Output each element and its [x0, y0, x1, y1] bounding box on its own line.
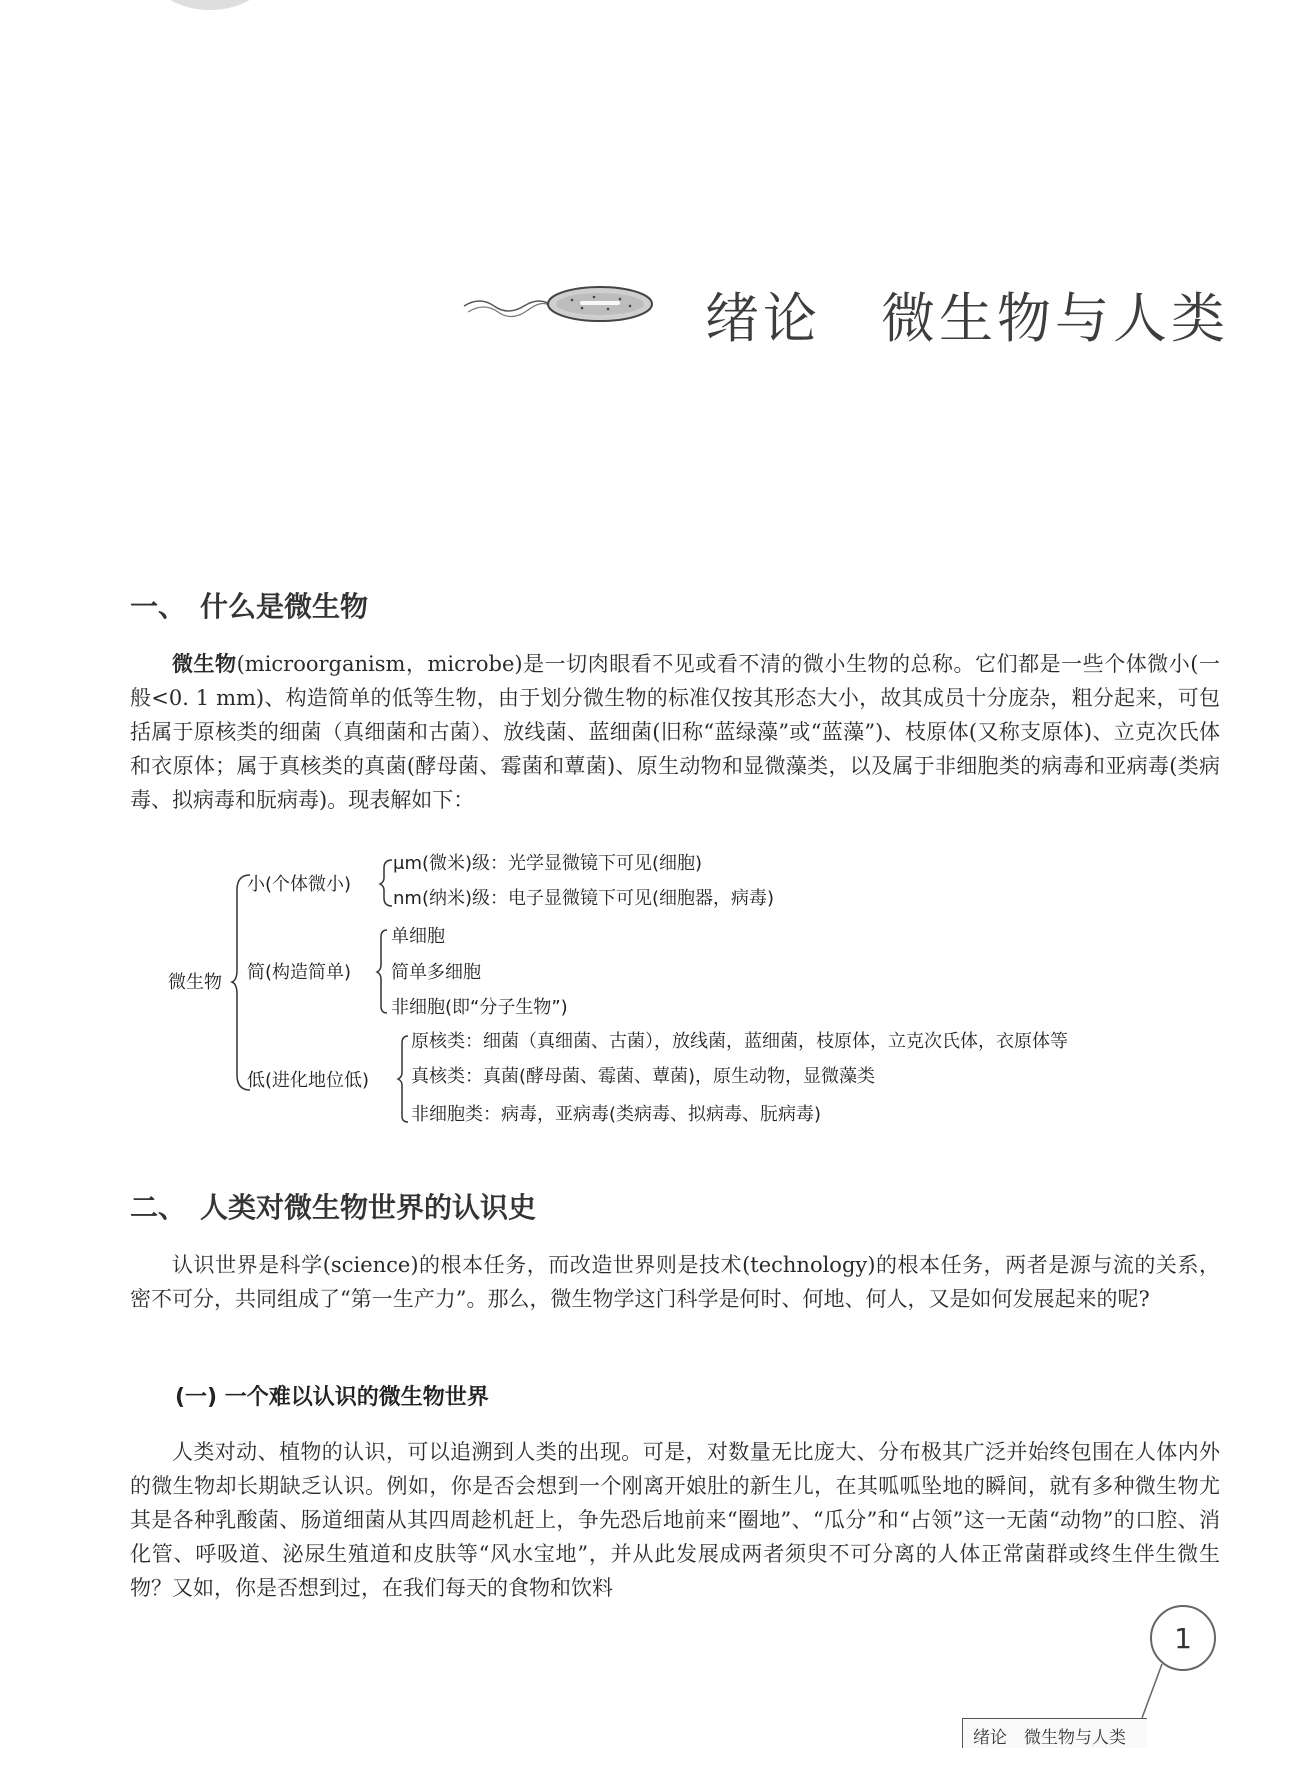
- section-2-title: 人类对微生物世界的认识史: [200, 1191, 537, 1224]
- section-1-number: 一、: [130, 590, 187, 623]
- tree-leaf: 单细胞: [391, 926, 445, 947]
- corner-shadow: [150, 0, 270, 10]
- section-1-paragraph: [130, 647, 1220, 817]
- tree-branch-low: 低(进化地位低): [247, 1070, 370, 1091]
- footer-connector: [1140, 1662, 1180, 1722]
- tree-branch-simple: 简(构造简单): [247, 962, 352, 983]
- section-2-number: 二、: [130, 1191, 187, 1224]
- section-1-heading: [130, 585, 368, 625]
- tree-leaf: 原核类：细菌（真细菌、古菌），放线菌，蓝细菌，枝原体，立克次氏体，衣原体等: [411, 1031, 1068, 1052]
- tree-root: 微生物: [168, 972, 222, 993]
- section-2-paragraph: 认识世界是科学(science)的根本任务，而改造世界则是技术(technology)的根本任务，两者是源与流的关系，密不可分，共同组成了“第一生产力”。那么，微生物学这门科学是何时、何地、何人，又是如何发展起来的呢?: [130, 1253, 1220, 1311]
- subsection-heading: (一) 一个难以认识的微生物世界: [175, 1385, 489, 1410]
- tree-leaf: nm(纳米)级：电子显微镜下可见(细胞器，病毒): [393, 888, 775, 909]
- section-1-paragraph-text: (microorganism，microbe)是一切肉眼看不见或看不清的微小生物的总称。它们都是一些个体微小(一般<0. 1 mm)、构造简单的低等生物，由于划分微生物的标准仅按其形态大小，故其成员十分庞杂，粗分起来，可包括属于原核类的细菌（真细菌和古菌）、放线菌、蓝细菌(旧称“蓝绿藻”或“蓝藻”)、枝原体(又称支原体)、立克次氏体和衣原体；属于真核类的真菌(酵母菌、霉菌和蕈菌)、原生动物和显微藻类，以及属于非细胞类的病毒和亚病毒(类病毒、拟病毒和朊病毒)。现表解如下：: [130, 652, 1221, 812]
- subsection-paragraph: 人类对动、植物的认识，可以追溯到人类的出现。可是，对数量无比庞大、分布极其广泛并始终包围在人体内外的微生物却长期缺乏认识。例如，你是否会想到一个刚离开娘肚的新生儿，在其呱呱坠地的瞬间，就有多种微生物尤其是各种乳酸菌、肠道细菌从其四周趁机赶上，争先恐后地前来“圈地”、“瓜分”和“占领”这一无菌“动物”的口腔、消化管、呼吸道、泌尿生殖道和皮肤等“风水宝地”，并从此发展成两者须臾不可分离的人体正常菌群或终生伴生微生物？又如，你是否想到过，在我们每天的食物和饮料: [130, 1440, 1220, 1600]
- chapter-name: 微生物与人类: [881, 287, 1229, 350]
- term-microorganism: 微生物: [172, 651, 237, 676]
- running-head: 绪论 微生物与人类: [962, 1718, 1147, 1748]
- tree-leaf: μm(微米)级：光学显微镜下可见(细胞): [393, 853, 703, 874]
- bacterium-icon: [462, 282, 662, 332]
- tree-leaf: 真核类：真菌(酵母菌、霉菌、蕈菌)，原生动物，显微藻类: [411, 1066, 876, 1087]
- tree-leaf: 简单多细胞: [391, 962, 481, 983]
- section-2-heading: [130, 1186, 536, 1226]
- tree-leaf: 非细胞类：病毒，亚病毒(类病毒、拟病毒、朊病毒): [411, 1104, 822, 1125]
- tree-branch-small: 小(个体微小): [247, 874, 352, 895]
- page-number: 1: [1150, 1605, 1216, 1671]
- tree-leaf: 非细胞(即“分子生物”): [391, 997, 568, 1018]
- section-1-title: 什么是微生物: [200, 590, 369, 623]
- chapter-label: 绪论: [705, 287, 821, 350]
- chapter-title: [705, 276, 1229, 353]
